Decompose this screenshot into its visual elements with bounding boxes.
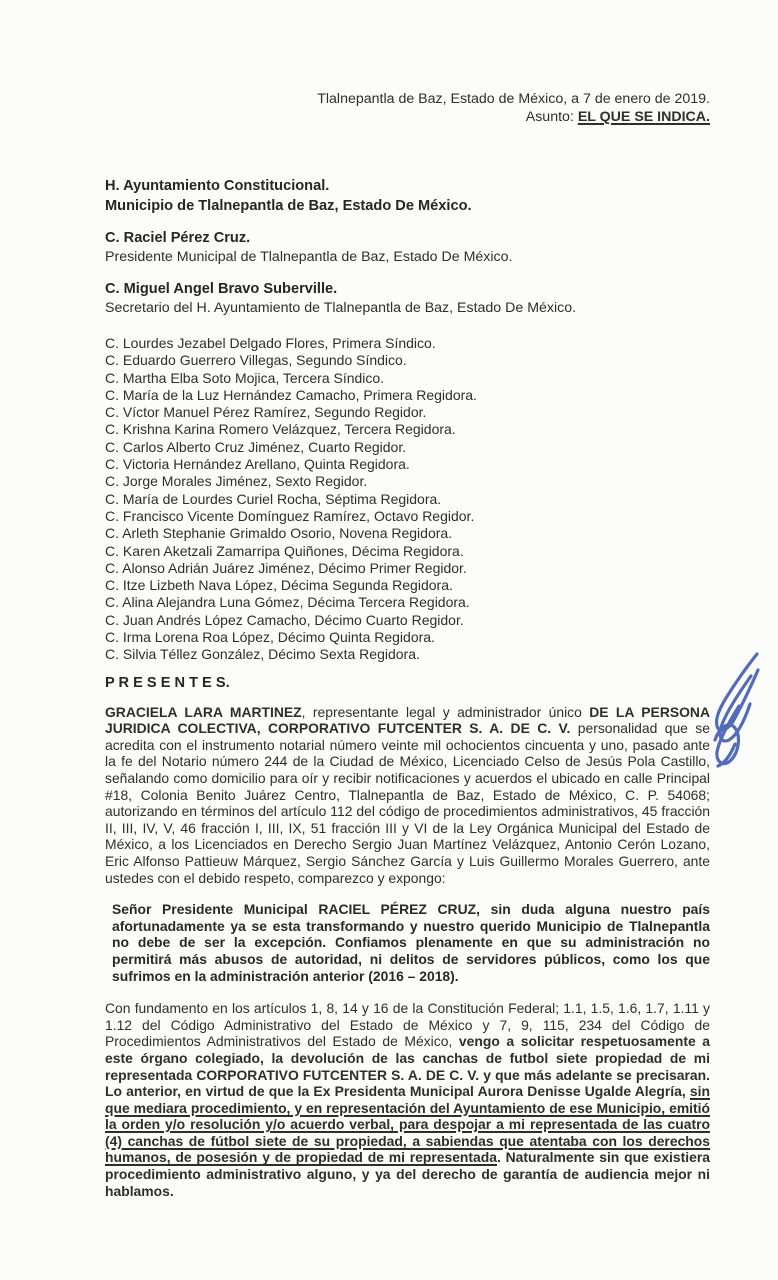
company-name: DE LA PERSONA JURIDICA COLECTIVA, CORPORATIVO FUTCENTER S. A. DE C. V. <box>105 703 710 737</box>
addressee-org-block <box>105 176 710 216</box>
council-member: C. Jorge Morales Jiménez, Sexto Regidor. <box>105 473 368 490</box>
subject-label: Asunto: <box>525 109 578 125</box>
council-member: C. Martha Elba Soto Mojica, Tercera Síndico. <box>105 369 385 386</box>
letter-content <box>105 90 710 1199</box>
official-name: C. Raciel Pérez Cruz. <box>105 230 251 246</box>
org-line-1: H. Ayuntamiento Constitucional. <box>105 178 330 194</box>
council-member: C. Lourdes Jezabel Delgado Flores, Primera Síndico. <box>105 335 436 351</box>
council-member: C. Eduardo Guerrero Villegas, Segundo Síndico. <box>105 352 407 369</box>
underlined-accusation-text: sin que mediara procedimiento, y en representación del Ayuntamiento de ese Municipio, emitió la orden y/o resolución y/o acuerdo verbal, para despojar a mi representada de las cuatro (4) canchas de fútbol siete de su propiedad, a sabiendas que atentaba con los derechos humanos, de posesión y de propiedad de mi representada <box>105 1083 710 1166</box>
council-member: C. Krishna Karina Romero Velázquez, Tercera Regidora. <box>105 421 456 438</box>
council-member: C. Víctor Manuel Pérez Ramírez, Segundo Regidor. <box>105 404 427 421</box>
representative-name: GRACIELA LARA MARTINEZ <box>105 703 302 720</box>
date-line: Tlalnepantla de Baz, Estado de México, a 7 de enero de 2019. <box>317 91 710 107</box>
official-name: C. Miguel Angel Bravo Suberville. <box>105 281 338 297</box>
subject-value: EL QUE SE INDICA. <box>577 109 710 125</box>
council-member: C. Karen Aketzali Zamarripa Quiñones, Décima Regidora. <box>105 542 464 559</box>
closing-text: . Naturalmente sin que existiera procedimiento administrativo alguno, y ya del derecho de garantía de audiencia mejor ni hablamos. <box>105 1149 710 1199</box>
paragraph-introduction <box>105 704 710 887</box>
council-member: C. María de Lourdes Curiel Rocha, Séptima Regidora. <box>105 490 442 507</box>
council-member: C. Itze Lizbeth Nava López, Décima Segunda Regidora. <box>105 577 453 594</box>
official-title: Secretario del H. Ayuntamiento de Tlalnepantla de Baz, Estado De México. <box>105 300 577 316</box>
paragraph-address-to-president: Señor Presidente Municipal RACIEL PÉREZ CRUZ, sin duda alguna nuestro país afortunadamente ya se esta transformando y nuestro querido Municipio de Tlalnepantla no debe de ser la excepción. Confiamos plenamente en que su administración no permitirá más abusos de autoridad, ni delitos de servidores públicos, como los que sufrimos en la administración anterior (2016 – 2018). <box>112 901 710 984</box>
council-member: C. Alina Alejandra Luna Gómez, Décima Tercera Regidora. <box>105 594 470 611</box>
council-members-list <box>105 335 710 664</box>
council-member: C. Silvia Téllez González, Décimo Sexta Regidora. <box>105 646 420 663</box>
council-member: C. María de la Luz Hernández Camacho, Primera Regidora. <box>105 386 477 403</box>
official-title: Presidente Municipal de Tlalnepantla de Baz, Estado De México. <box>105 249 513 265</box>
council-member: C. Irma Lorena Roa López, Décimo Quinta Regidora. <box>105 629 435 646</box>
council-member: C. Arleth Stephanie Grimaldo Osorio, Novena Regidora. <box>105 525 453 542</box>
council-member: C. Carlos Alberto Cruz Jiménez, Cuarto Regidor. <box>105 438 407 455</box>
council-member: C. Alonso Adrián Juárez Jiménez, Décimo Primer Regidor. <box>105 559 467 576</box>
council-member: C. Francisco Vicente Domínguez Ramírez, Octavo Regidor. <box>105 507 475 524</box>
subject-line <box>105 108 710 126</box>
presentes-line: P R E S E N T E S. <box>105 674 230 691</box>
intro-text-continuation: personalidad que se acredita con el instrumento notarial número veinte mil ochocientos cincuenta y uno, pasado ante la fe del Notario número 244 de la Ciudad de México, Licenciado Celso de Jesús Pola Castillo, señalando como domicilio para oír y recibir notificaciones y acuerdos el ubicado en calle Principal #18, Colonia Benito Juárez Centro, Tlalnepantla de Baz, Estado de México, C. P. 54068; autorizando en términos del artículo 112 del código de procedimientos administrativos, 45 fracción II, III, IV, V, 46 fracción I, III, IX, 51 fracción III y VI de la Ley Orgánica Municipal del Estado de México, a los Licenciados en Derecho Sergio Juan Martínez Velázquez, Antonio Cerón Lozano, Eric Alfonso Pattieuw Márquez, Sergio Sánchez García y Luis Guillermo Morales Guerrero, ante ustedes con el debido respeto, comparezco y expongo: <box>105 720 710 886</box>
council-member: C. Juan Andrés López Camacho, Décimo Cuarto Regidor. <box>105 611 464 628</box>
council-member: C. Victoria Hernández Arellano, Quinta Regidora. <box>105 456 410 473</box>
official-block-secretary <box>105 280 710 318</box>
org-line-2: Municipio de Tlalnepantla de Baz, Estado De México. <box>105 198 472 214</box>
intro-text: , representante legal y administrador único <box>301 703 590 720</box>
official-block-president <box>105 229 710 267</box>
request-text: vengo a solicitar respetuosamente a este órgano colegiado, la devolución de las canchas de futbol siete propiedad de mi representada CORPORATIVO FUTCENTER S. A. DE C. V. y que más adelante se precisaran. Lo anterior, en virtud de que la Ex Presidenta Municipal Aurora Denisse Ugalde Alegría, <box>105 1033 711 1100</box>
signature-icon <box>694 648 774 776</box>
handwritten-signature-mark <box>694 648 774 776</box>
date-subject-block <box>105 90 710 126</box>
paragraph-legal-request <box>105 1000 710 1199</box>
legal-basis-text: Con fundamento en los artículos 1, 8, 14 y 16 de la Constitución Federal; 1.1, 1.5, 1.6, 1.7, 1.11 y 1.12 del Código Administrativo del Estado de México y 7, 9, 115, 234 del Código de Procedimientos Administrativos del Estado de México, <box>105 1000 710 1050</box>
